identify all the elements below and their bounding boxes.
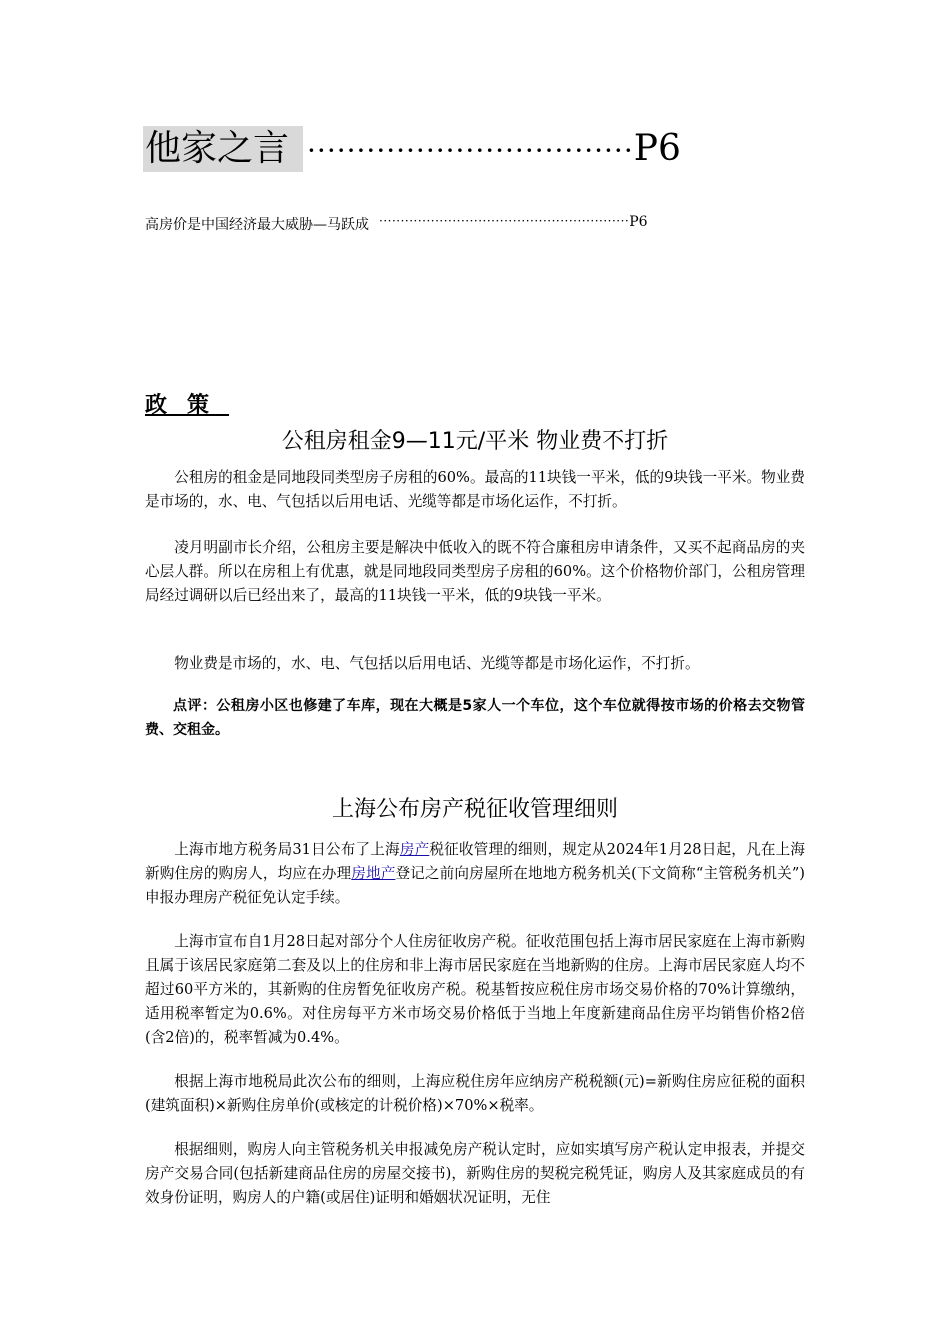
link-fangdichan[interactable]: 房地产 [351, 865, 396, 882]
toc-heading-leader: ································· [307, 134, 634, 167]
paragraph [145, 838, 805, 910]
article-title: 上海公布房产税征收管理细则 [331, 797, 618, 822]
section-label: 政策 [145, 393, 230, 418]
toc-heading-page: P6 [633, 128, 681, 169]
paragraph: 根据上海市地税局此次公布的细则，上海应税住房年应纳房产税税额(元)=新购住房应征税的面积(建筑面积)×新购住房单价(或核定的计税价格)×70%×税率。 [145, 1073, 805, 1114]
article-title: 公租房租金9—11元/平米 物业费不打折 [281, 429, 669, 454]
comment-paragraph: 点评：公租房小区也修建了车库，现在大概是5家人一个车位，这个车位就得按市场的价格去交物管费、交租金。 [145, 698, 805, 738]
text-run: 税征收管理的细则，规定从2024年1月28日起，凡在上海新购住房的购房人，均应在办理 [145, 841, 805, 882]
toc-entry-text: 高房价是中国经济最大威胁—马跃成 [145, 217, 369, 233]
paragraph: 上海市宣布自1月28日起对部分个人住房征收房产税。征收范围包括上海市居民家庭在上海市新购且属于该居民家庭第二套及以上的住房和非上海市居民家庭在当地新购的住房。上海市居民家庭人均不超过60平方米的，其新购的住房暂免征收房产税。税基暂按应税住房市场交易价格的70%计算缴纳，适用税率暂定为0.6%。对住房每平方米市场交易价格低于当地上年度新建商品住房平均销售价格2倍(含2倍)的，税率暂减为0.4%。 [145, 933, 805, 1046]
paragraph: 根据细则，购房人向主管税务机关申报减免房产税认定时，应如实填写房产税认定申报表，并提交房产交易合同(包括新建商品住房的房屋交接书)，新购住房的契税完税凭证，购房人及其家庭成员的有效身份证明，购房人的户籍(或居住)证明和婚姻状况证明，无住 [145, 1141, 805, 1206]
text-run: 上海市地方税务局31日公布了上海 [174, 841, 400, 858]
toc-entry-page: P6 [629, 214, 648, 230]
toc-heading-title: 他家之言 [143, 126, 303, 172]
paragraph: 凌月明副市长介绍，公租房主要是解决中低收入的既不符合廉租房申请条件，又买不起商品房的夹心层人群。所以在房租上有优惠，就是同地段同类型房子房租的60%。这个价格物价部门，公租房管理局经过调研以后已经出来了，最高的11块钱一平米，低的9块钱一平米。 [145, 539, 805, 604]
link-fangchan[interactable]: 房产 [399, 841, 430, 858]
text-run: 登记之前向房屋所在地地方税务机关(下文简称“主管税务机关”)申报办理房产税征免认定手续。 [145, 865, 805, 906]
toc-entry[interactable] [145, 214, 648, 234]
toc-heading [143, 126, 681, 172]
paragraph: 物业费是市场的，水、电、气包括以后用电话、光缆等都是市场化运作，不打折。 [174, 655, 700, 672]
toc-entry-leader: ·························································· [379, 214, 630, 228]
paragraph: 公租房的租金是同地段同类型房子房租的60%。最高的11块钱一平米，低的9块钱一平米。物业费是市场的，水、电、气包括以后用电话、光缆等都是市场化运作，不打折。 [145, 469, 805, 510]
